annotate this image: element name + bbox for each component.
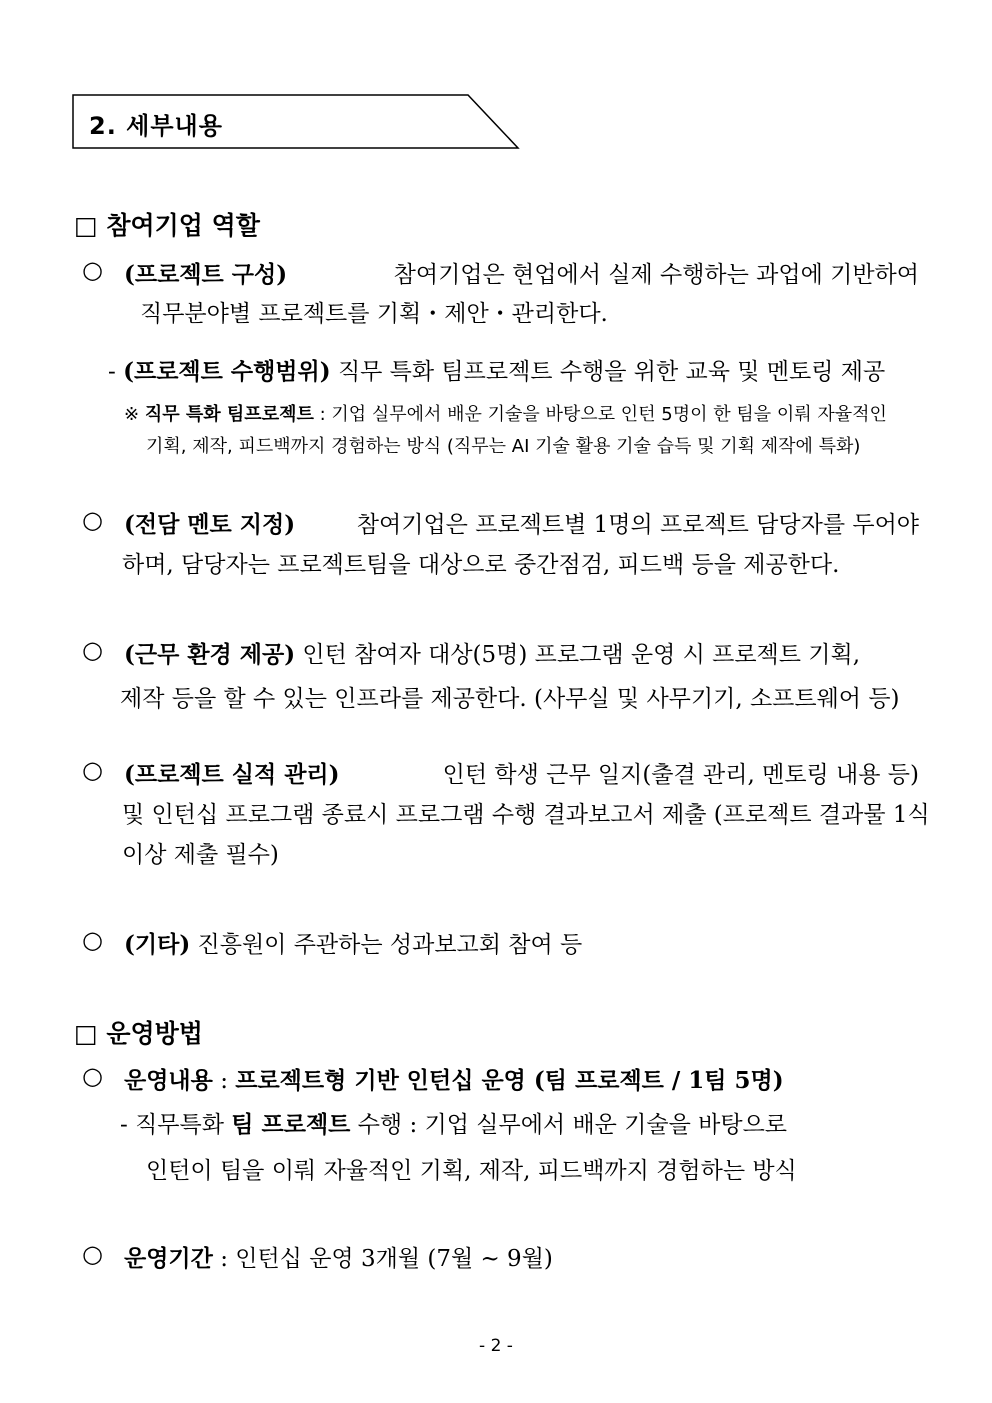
note-label: 직무 특화 팀프로젝트	[144, 404, 314, 425]
item2-text1: 참여기업은 프로젝트별 1명의 프로젝트 담당자를 두어야	[356, 512, 919, 538]
item2-line2: 하며, 담당자는 프로젝트팀을 대상으로 중간점검, 피드백 등을 제공한다.	[122, 552, 840, 578]
item2-bullet: ○	[82, 506, 103, 534]
item2-label: (전담 멘토 지정)	[124, 511, 296, 538]
content-value: 프로젝트형 기반 인턴십 운영 (팀 프로젝트 / 1팀 5명)	[235, 1067, 784, 1094]
item4-label: (프로젝트 실적 관리)	[124, 761, 340, 788]
item1-sub	[108, 353, 885, 386]
content-bullet: ○	[82, 1062, 103, 1090]
period-line	[124, 1240, 553, 1273]
item3-bullet: ○	[82, 636, 103, 664]
period-label: 운영기간	[124, 1246, 213, 1272]
section-heading: 2. 세부내용	[89, 112, 223, 140]
part2-title: □ 운영방법	[74, 1019, 203, 1048]
item4-text1: 인턴 학생 근무 일지(출결 관리, 멘토링 내용 등)	[442, 762, 919, 788]
item1-label: (프로젝트 구성)	[124, 261, 288, 288]
item1-note-line1	[124, 400, 887, 426]
item5-line1	[124, 926, 582, 959]
item3-label: (근무 환경 제공)	[124, 641, 296, 668]
page-number: - 2 -	[479, 1336, 513, 1356]
content-sub-bold: 팀 프로젝트	[231, 1111, 351, 1138]
item4-bullet: ○	[82, 756, 103, 784]
item2-line1	[124, 506, 919, 539]
period-sep: :	[220, 1246, 228, 1272]
content-sep: :	[220, 1068, 228, 1094]
item1-bullet: ○	[82, 256, 103, 284]
period-value: 인턴십 운영 3개월 (7월 ~ 9월)	[235, 1246, 553, 1272]
item1-sub-text: 직무 특화 팀프로젝트 수행을 위한 교육 및 멘토링 제공	[337, 359, 886, 385]
item1-text1: 참여기업은 현업에서 실제 수행하는 과업에 기반하여	[393, 262, 919, 288]
section-heading-box	[72, 94, 520, 150]
content-sub-line2: 인턴이 팀을 이뤄 자율적인 기획, 제작, 피드백까지 경험하는 방식	[146, 1158, 797, 1184]
note-mark: ※	[124, 404, 140, 425]
item1-sub-label: (프로젝트 수행범위)	[123, 358, 331, 385]
item5-bullet: ○	[82, 926, 103, 954]
item4-line1	[124, 756, 919, 789]
item3-line1	[124, 636, 860, 669]
period-bullet: ○	[82, 1240, 103, 1268]
content-sub-line1	[120, 1106, 787, 1139]
item5-label: (기타)	[124, 931, 191, 958]
item4-line3: 이상 제출 필수)	[122, 842, 279, 868]
content-sub-pre: 직무특화	[135, 1112, 224, 1138]
item3-line2: 제작 등을 할 수 있는 인프라를 제공한다. (사무실 및 사무기기, 소프트웨어 등)	[120, 686, 900, 712]
content-label: 운영내용	[124, 1068, 213, 1094]
note-text1: : 기업 실무에서 배운 기술을 바탕으로 인턴 5명이 한 팀을 이뤄 자율적인	[319, 404, 887, 425]
content-sub-dash: -	[120, 1112, 128, 1138]
item5-text1: 진흥원이 주관하는 성과보고회 참여 등	[197, 932, 583, 958]
item1-line1	[124, 256, 919, 289]
item1-line2: 직무분야별 프로젝트를 기획・제안・관리한다.	[140, 301, 608, 327]
item4-line2: 및 인턴십 프로그램 종료시 프로그램 수행 결과보고서 제출 (프로젝트 결과물 1식	[122, 802, 930, 828]
item1-sub-dash: -	[108, 359, 116, 385]
part1-title: □ 참여기업 역할	[74, 211, 260, 240]
content-line	[124, 1062, 784, 1095]
item3-text1: 인턴 참여자 대상(5명) 프로그램 운영 시 프로젝트 기획,	[302, 642, 861, 668]
content-sub-rest: 수행 : 기업 실무에서 배운 기술을 바탕으로	[357, 1112, 788, 1138]
item1-note-line2: 기획, 제작, 피드백까지 경험하는 방식 (직무는 AI 기술 활용 기술 습득 및 기획 제작에 특화)	[146, 436, 861, 457]
